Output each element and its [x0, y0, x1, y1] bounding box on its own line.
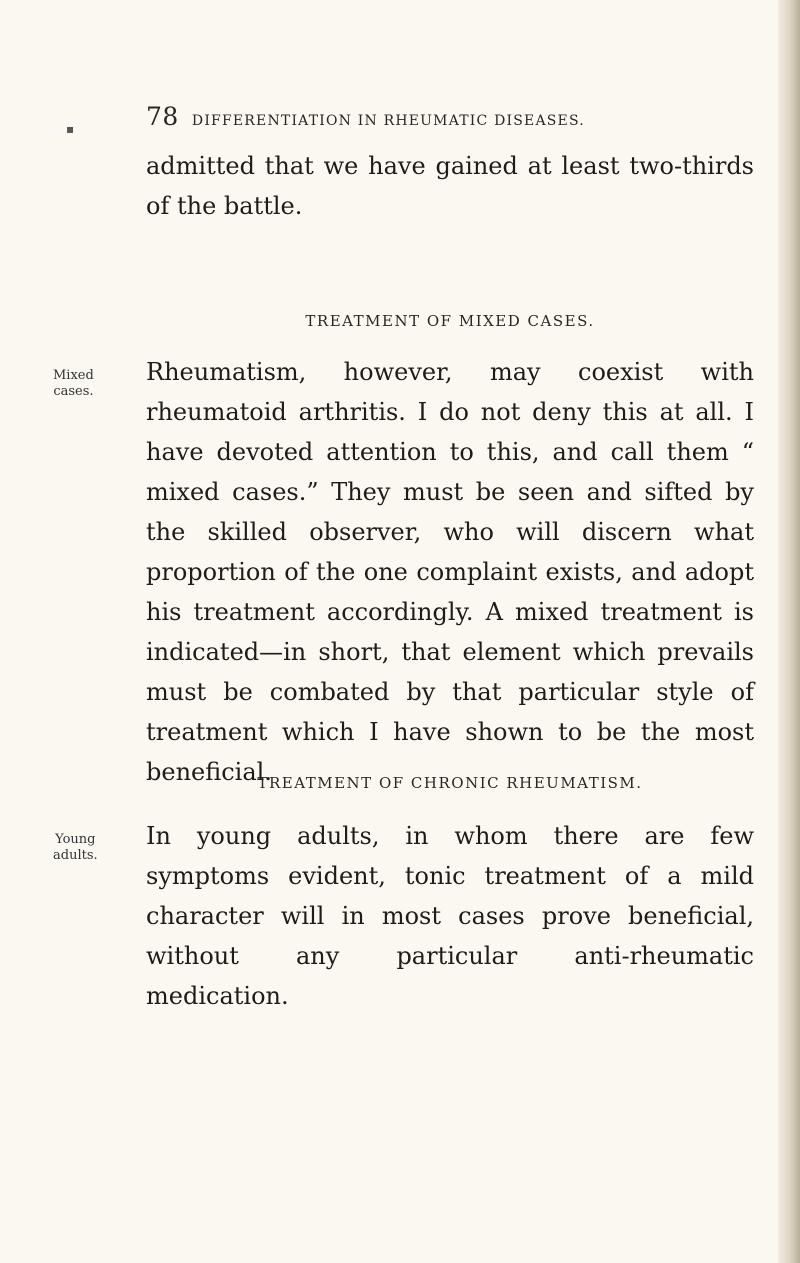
running-title: DIFFERENTIATION IN RHEUMATIC DISEASES.	[191, 113, 585, 129]
section-heading-chronic-rheumatism: TREATMENT OF CHRONIC RHEUMATISM.	[257, 774, 643, 792]
section-heading-mixed-cases: TREATMENT OF MIXED CASES.	[305, 312, 595, 330]
continued-paragraph: admitted that we have gained at least two-thirds of the battle.	[146, 152, 754, 220]
running-header	[146, 102, 585, 131]
sidenote-young-adults: Young adults.	[53, 832, 98, 863]
sidenote-mixed-cases: Mixed cases.	[53, 368, 94, 399]
paragraph-chronic-rheumatism: In young adults, in whom there are few symptoms evident, tonic treatment of a mild character will in most cases prove beneficial, without any particular anti-rheumatic medication.	[146, 822, 754, 1010]
page-edge-shadow	[778, 0, 800, 1263]
paragraph-mixed-cases: Rheumatism, however, may coexist with rheumatoid arthritis. I do not deny this at all. I have devoted attention to this, and call them “ mixed cases.” They must be seen and sifted by the skilled observer, who will discern what proportion of the one complaint exists, and adopt his treatment accordingly. A mixed treatment is indicated—in short, that element which prevails must be combated by that particular style of treatment which I have shown to be the most beneficial.	[146, 358, 754, 786]
page-number: 78	[146, 102, 179, 131]
stray-print-mark: ▪	[66, 122, 75, 136]
